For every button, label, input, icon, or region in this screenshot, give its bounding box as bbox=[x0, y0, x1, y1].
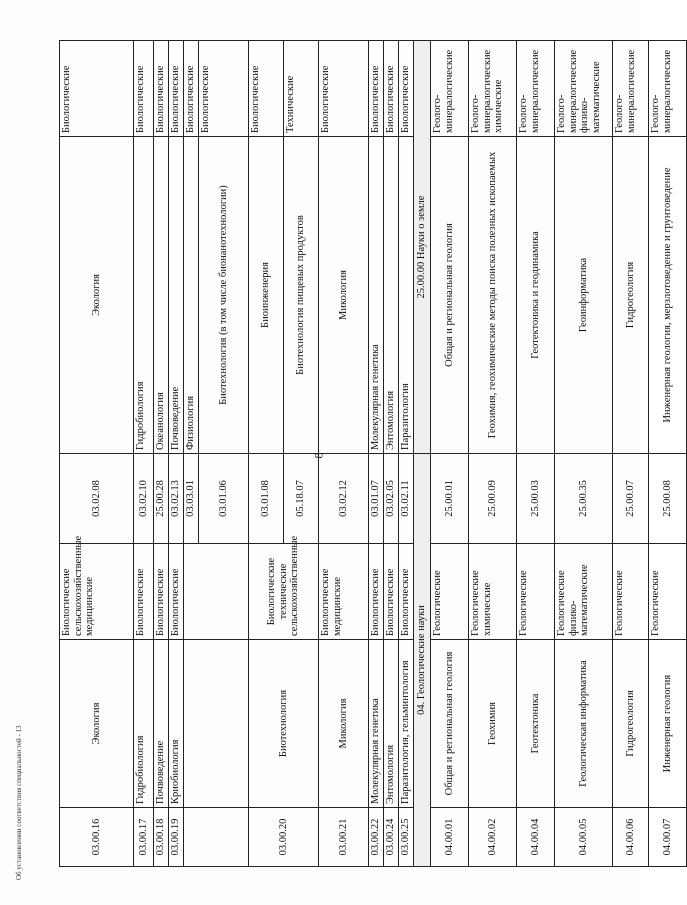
specialty-correspondence-table bbox=[59, 41, 673, 867]
table-row bbox=[384, 40, 399, 453]
old-code-cell: 04.00.01 bbox=[431, 808, 469, 867]
new-code-cell: 25.00.35 bbox=[555, 454, 613, 544]
new-name-cell: Геоинформатика bbox=[555, 136, 613, 453]
new-code-cell: 03.02.11 bbox=[399, 454, 414, 544]
new-field-cell: Биологические bbox=[60, 40, 134, 136]
new-field-cell: Технические bbox=[284, 40, 319, 136]
new-name-cell: Океанология bbox=[154, 136, 169, 453]
table-row bbox=[399, 40, 414, 453]
old-name-cell: Молекулярная генетика bbox=[369, 640, 384, 808]
old-name-cell bbox=[184, 640, 249, 808]
old-field-cell: Биологические bbox=[169, 544, 184, 640]
old-field-cell: Биологические сельскохозяйственные медицинские bbox=[60, 544, 134, 640]
table-row bbox=[399, 454, 414, 867]
old-code-cell: 03.00.17 bbox=[134, 808, 154, 867]
old-field-cell: Геологические физико-математические bbox=[555, 544, 613, 640]
new-field-cell: Геолого-минералогические физико-математические bbox=[555, 40, 613, 136]
new-name-cell: Биоинженерия bbox=[249, 136, 284, 453]
old-field-cell: Геологические химические bbox=[469, 544, 517, 640]
old-field-cell: Геологические bbox=[431, 544, 469, 640]
new-field-cell: Биологические bbox=[399, 40, 414, 136]
old-field-cell: Биологические bbox=[154, 544, 169, 640]
new-name-cell: Общая и региональная геология bbox=[431, 136, 469, 453]
old-field-cell bbox=[184, 544, 249, 640]
table-row bbox=[517, 454, 555, 867]
old-name-cell: Биотехнология bbox=[249, 640, 319, 808]
table-row bbox=[613, 40, 649, 453]
old-field-cell: Геологические bbox=[613, 544, 649, 640]
old-code-cell: 03.00.20 bbox=[249, 808, 319, 867]
old-field-cell: Биологические bbox=[134, 544, 154, 640]
old-name-cell: Энтомология bbox=[384, 640, 399, 808]
table-row bbox=[649, 40, 687, 453]
new-field-cell: Биологические bbox=[384, 40, 399, 136]
new-code-cell: 03.02.05 bbox=[384, 454, 399, 544]
old-name-cell: Паразитология, гельминтология bbox=[399, 640, 414, 808]
new-field-cell: Биологические bbox=[249, 40, 284, 136]
old-name-cell: Микология bbox=[319, 640, 369, 808]
table-row bbox=[319, 454, 369, 867]
new-field-cell: Геолого-минералогические bbox=[613, 40, 649, 136]
page-footer: Об установлении соответствия специальностей - 13 bbox=[15, 725, 23, 880]
new-code-cell: 25.00.01 bbox=[431, 454, 469, 544]
new-code-cell: 03.03.01 bbox=[184, 454, 199, 544]
new-field-cell: Геолого-минералогические bbox=[431, 40, 469, 136]
section-heading: 04. Геологические науки bbox=[414, 454, 431, 867]
old-code-cell: 04.00.02 bbox=[469, 808, 517, 867]
table-row bbox=[199, 40, 249, 453]
table-row bbox=[613, 454, 649, 867]
new-code-cell: 03.01.07 bbox=[369, 454, 384, 544]
table-row bbox=[154, 454, 169, 867]
new-field-cell: Биологические bbox=[184, 40, 199, 136]
old-code-cell: 04.00.07 bbox=[649, 808, 687, 867]
table-row bbox=[60, 454, 134, 867]
table-row bbox=[555, 454, 613, 867]
section-heading: 25.00.00 Науки о земле bbox=[414, 40, 431, 453]
table-row bbox=[384, 454, 399, 867]
table-row bbox=[369, 40, 384, 453]
old-name-cell: Геохимия bbox=[469, 640, 517, 808]
table-row bbox=[184, 40, 199, 453]
old-code-cell: 03.00.21 bbox=[319, 808, 369, 867]
new-field-cell: Геолого-минералогические bbox=[517, 40, 555, 136]
old-code-cell bbox=[184, 808, 249, 867]
old-name-cell: Гидробиология bbox=[134, 640, 154, 808]
old-name-cell: Гидрогеология bbox=[613, 640, 649, 808]
old-name-cell: Инженерная геология bbox=[649, 640, 687, 808]
table-row bbox=[431, 40, 469, 453]
new-name-cell: Гидрогеология bbox=[613, 136, 649, 453]
table-row bbox=[60, 40, 134, 453]
table-row bbox=[184, 454, 199, 867]
new-field-cell: Биологические bbox=[154, 40, 169, 136]
old-name-cell: Геотектоника bbox=[517, 640, 555, 808]
old-code-cell: 03.00.16 bbox=[60, 808, 134, 867]
table-row bbox=[154, 40, 169, 453]
table-row bbox=[319, 40, 369, 453]
new-field-cell: Геолого-минералогические bbox=[649, 40, 687, 136]
old-name-cell: Геологическая информатика bbox=[555, 640, 613, 808]
table-row bbox=[169, 40, 184, 453]
old-code-cell: 03.00.18 bbox=[154, 808, 169, 867]
old-code-cell: 04.00.04 bbox=[517, 808, 555, 867]
new-name-cell: Геотектоника и геодинамика bbox=[517, 136, 555, 453]
new-code-cell: 25.00.09 bbox=[469, 454, 517, 544]
table-row bbox=[169, 454, 184, 867]
new-field-cell: Биологические bbox=[169, 40, 184, 136]
new-field-cell: Геолого-минералогические химические bbox=[469, 40, 517, 136]
new-code-cell: 05.18.07 bbox=[284, 454, 319, 544]
old-code-cell: 04.00.05 bbox=[555, 808, 613, 867]
old-name-cell: Почвоведение bbox=[154, 640, 169, 808]
table-row bbox=[284, 40, 319, 453]
table-row bbox=[431, 454, 469, 867]
new-name-cell: Геохимия, геохимические методы поиска полезных ископаемых bbox=[469, 136, 517, 453]
new-code-cell: 03.01.08 bbox=[249, 454, 284, 544]
table-row bbox=[414, 454, 431, 867]
new-name-cell: Гидробиология bbox=[134, 136, 154, 453]
new-code-cell: 03.01.06 bbox=[199, 454, 249, 544]
new-field-cell: Биологические bbox=[369, 40, 384, 136]
old-name-cell: Общая и региональная геология bbox=[431, 640, 469, 808]
new-code-cell: 03.02.10 bbox=[134, 454, 154, 544]
new-name-cell: Молекулярная генетика bbox=[369, 136, 384, 453]
table-row bbox=[649, 454, 687, 867]
new-field-cell: Биологические bbox=[134, 40, 154, 136]
new-code-cell: 03.02.12 bbox=[319, 454, 369, 544]
table-row bbox=[555, 40, 613, 453]
old-field-cell: Биологические bbox=[369, 544, 384, 640]
new-code-cell: 25.00.03 bbox=[517, 454, 555, 544]
old-code-cell: 03.00.25 bbox=[399, 808, 414, 867]
new-name-cell: Экология bbox=[60, 136, 134, 453]
table-row bbox=[249, 454, 284, 867]
new-name-cell: Физиология bbox=[184, 136, 199, 453]
new-name-cell: Почвоведение bbox=[169, 136, 184, 453]
new-name-cell: Энтомология bbox=[384, 136, 399, 453]
old-field-cell: Биологические bbox=[384, 544, 399, 640]
table-row bbox=[134, 454, 154, 867]
old-field-cell: Биологические технические сельскохозяйственные bbox=[249, 544, 319, 640]
table-row bbox=[517, 40, 555, 453]
old-code-cell: 03.00.19 bbox=[169, 808, 184, 867]
new-name-cell: Биотехнология пищевых продуктов bbox=[284, 136, 319, 453]
table-row bbox=[249, 40, 284, 453]
old-field-cell: Биологические медицинские bbox=[319, 544, 369, 640]
new-name-cell: Инженерная геология, мерзлотоведение и грунтоведение bbox=[649, 136, 687, 453]
old-code-cell: 03.00.22 bbox=[369, 808, 384, 867]
table-row bbox=[469, 454, 517, 867]
new-field-cell: Биологические bbox=[199, 40, 249, 136]
old-field-cell: Биологические bbox=[399, 544, 414, 640]
table-row bbox=[369, 454, 384, 867]
table-row bbox=[469, 40, 517, 453]
new-field-cell: Биологические bbox=[319, 40, 369, 136]
new-name-cell: Биотехнология (в том числе бионанотехнологии) bbox=[199, 136, 249, 453]
new-name-cell: Паразитология bbox=[399, 136, 414, 453]
old-specialties-table bbox=[59, 453, 687, 867]
new-name-cell: Микология bbox=[319, 136, 369, 453]
table-row bbox=[414, 40, 431, 453]
old-field-cell: Геологические bbox=[649, 544, 687, 640]
old-code-cell: 03.00.24 bbox=[384, 808, 399, 867]
table-row bbox=[134, 40, 154, 453]
new-code-cell: 25.00.28 bbox=[154, 454, 169, 544]
old-field-cell: Геологические bbox=[517, 544, 555, 640]
new-code-cell: 03.02.13 bbox=[169, 454, 184, 544]
new-specialties-table bbox=[59, 40, 687, 454]
old-name-cell: Экология bbox=[60, 640, 134, 808]
old-code-cell: 04.00.06 bbox=[613, 808, 649, 867]
old-name-cell: Криобиология bbox=[169, 640, 184, 808]
new-code-cell: 25.00.08 bbox=[649, 454, 687, 544]
new-code-cell: 25.00.07 bbox=[613, 454, 649, 544]
new-code-cell: 03.02.08 bbox=[60, 454, 134, 544]
page-number: 8 bbox=[311, 452, 326, 459]
